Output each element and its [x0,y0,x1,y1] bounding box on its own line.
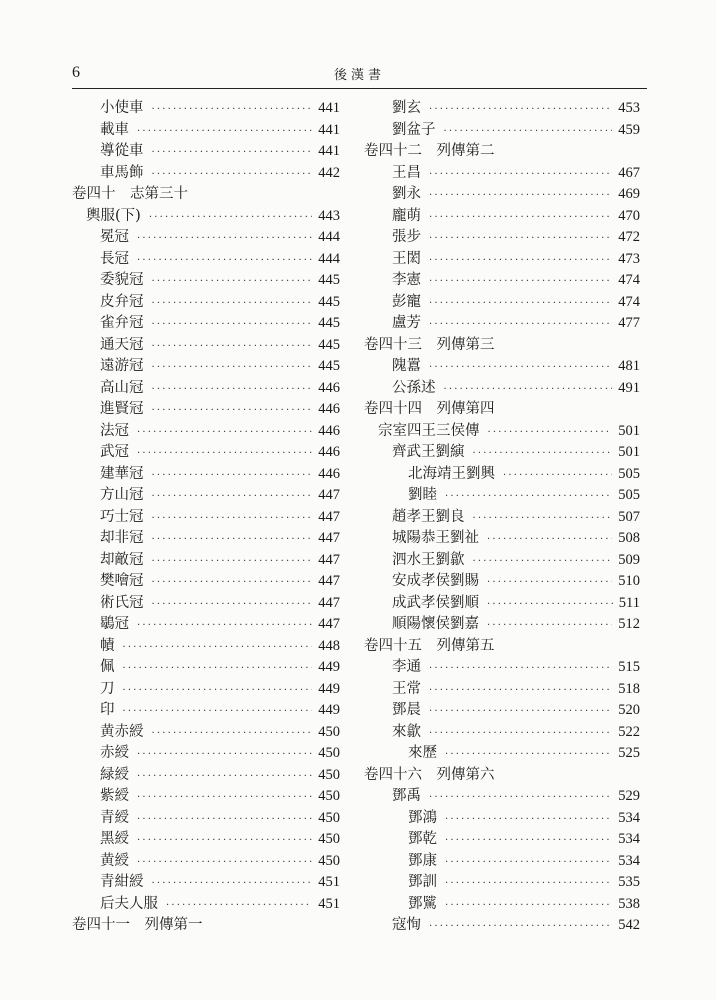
toc-entry-page: 450 [318,723,340,740]
toc-entry-page: 469 [618,186,640,202]
toc-entry-title: 宗室四王三侯傳 [378,422,480,439]
toc-entry-page: 447 [318,551,340,568]
toc-entry [72,464,340,486]
toc-entry-page: 447 [318,573,340,589]
dot-leader [137,121,312,143]
toc-entry [364,313,640,335]
dot-leader [429,680,612,702]
toc-entry-title: 后夫人服 [100,895,158,912]
dot-leader [429,228,612,250]
toc-entry [72,593,340,615]
dot-leader [487,615,612,637]
dot-leader [137,615,312,637]
toc-entry [72,679,340,701]
dot-leader [487,572,612,594]
toc-entry [364,206,640,228]
toc-entry-page: 446 [318,401,340,417]
toc-entry [364,184,640,206]
dot-leader [152,357,313,379]
toc-entry-page: 446 [318,422,340,439]
toc-entry-page: 445 [318,272,340,288]
toc-entry [364,571,640,593]
toc-entry-page: 477 [618,315,640,331]
page-header [72,64,647,86]
dot-leader [137,443,312,465]
toc-entry [72,120,340,142]
toc-entry-page: 472 [618,229,640,245]
toc-entry [72,528,340,550]
toc-entry [72,872,340,894]
toc-entry [364,270,640,292]
dot-leader [473,551,613,573]
toc-entry-page: 446 [318,379,340,396]
toc-entry-title: 建華冠 [100,465,144,482]
toc-section-heading: 卷四十一 列傳第一 [72,917,203,933]
toc-entry-page: 448 [318,637,340,654]
dot-leader [152,551,313,573]
toc-entry-title: 來歷 [408,745,437,761]
dot-leader [152,293,313,315]
toc-entry-page: 520 [618,702,640,718]
toc-entry-title: 進賢冠 [100,401,144,417]
toc-entry [364,743,640,765]
toc-entry-title: 張步 [392,229,421,245]
toc-entry-title: 高山冠 [100,379,144,396]
page-number: 6 [72,64,80,81]
toc-entry-page: 529 [618,788,640,804]
toc-entry-title: 鄧禹 [392,788,421,804]
toc-entry-title: 寇恂 [392,917,421,933]
toc-entry-page: 449 [318,659,340,675]
toc-entry-title: 城陽恭王劉祉 [392,530,479,546]
toc-entry-page: 538 [618,895,640,912]
toc-entry-page: 445 [318,336,340,353]
dot-leader [152,508,313,530]
toc-entry [72,657,340,679]
toc-entry-page: 535 [618,874,640,890]
dot-leader [429,250,612,272]
toc-entry-page: 447 [318,530,340,546]
toc-entry [364,163,640,185]
toc-entry-title: 彭寵 [392,293,421,310]
dot-leader [137,809,312,831]
dot-leader [137,744,312,766]
toc-entry-title: 盧芳 [392,315,421,331]
toc-entry-title: 巧士冠 [100,508,144,525]
toc-entry-page: 510 [618,573,640,589]
toc-entry [72,378,340,400]
dot-leader [473,443,613,465]
toc-entry-title: 鄧晨 [392,702,421,718]
dot-leader [152,594,313,616]
toc-entry-title: 劉盆子 [392,121,436,138]
toc-entry [364,249,640,271]
dot-leader [445,895,612,917]
toc-entry-title: 黄赤綬 [100,723,144,740]
toc-entry-title: 順陽懷侯劉嘉 [392,616,479,632]
toc-entry [72,765,340,787]
dot-leader [137,228,312,250]
toc-entry-title: 鶡冠 [100,616,129,632]
toc-entry-title: 北海靖王劉興 [408,465,495,482]
dot-leader [152,99,313,121]
toc-entry-page: 443 [318,207,340,224]
toc-entry-page: 470 [618,207,640,224]
toc-entry-title: 鄧訓 [408,874,437,890]
toc-entry-title: 王閎 [392,250,421,267]
toc-entry [364,421,640,443]
toc-section-heading: 卷四十三 列傳第三 [364,336,495,353]
toc-entry [364,593,640,615]
toc-entry-page: 511 [618,594,640,611]
toc-entry-page: 509 [618,551,640,568]
dot-leader [137,250,312,272]
toc-entry-title: 雀弁冠 [100,315,144,331]
dot-leader [152,336,313,358]
toc-entry [364,851,640,873]
toc-entry-page: 450 [318,766,340,783]
toc-entry [364,700,640,722]
toc-entry-page: 449 [318,702,340,718]
dot-leader [152,142,313,164]
toc-entry [72,614,340,636]
toc-entry-title: 幘 [100,637,115,654]
dot-leader [137,422,312,444]
toc-entry-title: 冕冠 [100,229,129,245]
toc-entry-title: 鄧乾 [408,831,437,847]
dot-leader [152,486,313,508]
toc-entry-page: 442 [318,164,340,181]
dot-leader [429,271,612,293]
toc-entry [364,657,640,679]
toc-right-column [364,98,640,937]
dot-leader [445,852,612,874]
toc-section-heading: 卷四十五 列傳第五 [364,637,495,654]
toc-entry [72,163,340,185]
toc-entry [364,786,640,808]
dot-leader [152,271,313,293]
toc-entry-page: 447 [318,487,340,503]
toc-section-heading: 卷四十 志第三十 [72,186,188,202]
toc-section-heading: 卷四十六 列傳第六 [364,766,495,783]
toc-entry [364,894,640,916]
toc-entry [72,722,340,744]
toc-entry [72,550,340,572]
toc-entry-page: 467 [618,164,640,181]
dot-leader [149,207,312,229]
toc-entry [364,120,640,142]
toc-section-heading: 卷四十四 列傳第四 [364,401,495,417]
toc-entry-title: 却敵冠 [100,551,144,568]
dot-leader [123,658,313,680]
dot-leader [445,873,612,895]
toc-entry-page: 508 [618,530,640,546]
toc-entry-title: 來歙 [392,723,421,740]
dot-leader [429,787,612,809]
toc-entry [72,636,340,658]
toc-entry-page: 441 [318,100,340,116]
toc-entry-title: 紫綬 [100,788,129,804]
dot-leader [137,787,312,809]
toc-entry [72,571,340,593]
toc-entry-title: 遠游冠 [100,358,144,374]
toc-entry-title: 成武孝侯劉順 [392,594,479,611]
toc-entry-page: 450 [318,809,340,826]
dot-leader [473,508,613,530]
toc-entry-page: 444 [318,229,340,245]
toc-entry-title: 隗囂 [392,358,421,374]
toc-entry [364,550,640,572]
toc-entry-page: 445 [318,293,340,310]
dot-leader [429,701,612,723]
toc-entry-title: 王昌 [392,164,421,181]
toc-entry-title: 鄧康 [408,852,437,869]
dot-leader [429,99,612,121]
toc-entry-page: 525 [618,745,640,761]
toc-entry-title: 李憲 [392,272,421,288]
toc-entry-title: 却非冠 [100,530,144,546]
toc-entry-page: 534 [618,831,640,847]
toc-entry-title: 李通 [392,659,421,675]
dot-leader [152,529,313,551]
dot-leader [429,916,612,938]
toc-entry-title: 緑綬 [100,766,129,783]
toc-entry-page: 453 [618,100,640,116]
toc-entry [72,249,340,271]
toc-entry-title: 導從車 [100,143,144,159]
toc-entry-page: 522 [618,723,640,740]
toc-entry [364,356,640,378]
dot-leader [152,572,313,594]
toc-entry-page: 542 [618,917,640,933]
toc-entry [72,786,340,808]
toc-entry-title: 青綬 [100,809,129,826]
toc-entry-title: 鄧鴻 [408,809,437,826]
toc-entry-page: 449 [318,680,340,697]
toc-entry [72,485,340,507]
dot-leader [445,830,612,852]
toc-section-heading: 卷四十二 列傳第二 [364,143,495,159]
toc-entry-page: 501 [618,444,640,460]
toc-entry-page: 441 [318,121,340,138]
toc-entry [72,141,340,163]
toc-entry-title: 劉玄 [392,100,421,116]
toc-entry-page: 459 [618,121,640,138]
toc-entry [72,743,340,765]
toc-entry [72,98,340,120]
toc-entry-title: 黄綬 [100,852,129,869]
toc-entry-title: 印 [100,702,115,718]
toc-entry-title: 齊武王劉縯 [392,444,465,460]
toc-entry-title: 皮弁冠 [100,293,144,310]
toc-entry [72,356,340,378]
toc-entry [72,808,340,830]
toc-entry-title: 樊噲冠 [100,573,144,589]
toc-entry [72,442,340,464]
toc-entry-title: 委貌冠 [100,272,144,288]
toc-entry [364,442,640,464]
dot-leader [152,379,313,401]
dot-leader [429,164,612,186]
toc-entry-page: 445 [318,315,340,331]
toc-entry-title: 赤綬 [100,745,129,761]
dot-leader [123,701,313,723]
dot-leader [429,314,612,336]
toc-entry [72,227,340,249]
dot-leader [123,680,313,702]
toc-entry [72,851,340,873]
toc-entry [72,313,340,335]
dot-leader [444,121,613,143]
toc-entry-page: 491 [618,379,640,396]
toc-entry-title: 載車 [100,121,129,138]
toc-entry [364,915,640,937]
toc-entry-title: 龐萌 [392,207,421,224]
toc-entry-page: 512 [618,616,640,632]
toc-entry [364,722,640,744]
toc-entry [364,614,640,636]
toc-entry-title: 武冠 [100,444,129,460]
toc-entry [72,700,340,722]
toc-entry [364,464,640,486]
toc-entry-title: 公孫述 [392,379,436,396]
toc-entry-page: 441 [318,143,340,159]
toc-entry-page: 534 [618,809,640,826]
toc-entry-page: 451 [318,895,340,912]
toc-entry [364,378,640,400]
toc-entry-page: 446 [318,444,340,460]
toc-entry [364,292,640,314]
toc-entry-title: 佩 [100,659,115,675]
dot-leader [445,809,612,831]
toc-entry-title: 劉永 [392,186,421,202]
dot-leader [429,185,612,207]
toc-entry-title: 方山冠 [100,487,144,503]
dot-leader [152,465,313,487]
toc-entry-page: 473 [618,250,640,267]
toc-entry-title: 小使車 [100,100,144,116]
toc-entry-title: 刀 [100,680,115,697]
toc-entry [364,679,640,701]
toc-entry-title: 劉睦 [408,487,437,503]
toc-entry-title: 黑綬 [100,831,129,847]
toc-entry-page: 505 [618,465,640,482]
toc-entry-title: 安成孝侯劉賜 [392,573,479,589]
dot-leader [137,830,312,852]
toc-entry [364,528,640,550]
toc-entry-title: 術氏冠 [100,594,144,611]
toc-entry-page: 518 [618,680,640,697]
toc-entry [364,485,640,507]
toc-entry [364,507,640,529]
toc-entry-page: 450 [318,852,340,869]
toc-entry [72,421,340,443]
toc-entry [364,872,640,894]
toc-entry-page: 474 [618,272,640,288]
toc-entry [72,894,340,916]
toc-entry-page: 446 [318,465,340,482]
dot-leader [137,766,312,788]
toc-entry-page: 444 [318,250,340,267]
dot-leader [152,723,313,745]
running-title: 後漢書 [333,68,385,83]
toc-entry [72,335,340,357]
toc-entry-page: 450 [318,831,340,847]
toc-entry-title: 青紺綬 [100,874,144,890]
dot-leader [152,400,313,422]
dot-leader [429,658,612,680]
toc-entry-page: 505 [618,487,640,503]
toc-entry-page: 450 [318,745,340,761]
dot-leader [487,529,612,551]
toc-entry [72,206,340,228]
dot-leader [429,207,612,229]
toc-entry-page: 481 [618,358,640,374]
toc-entry-page: 447 [318,594,340,611]
toc-entry-title: 泗水王劉歙 [392,551,465,568]
dot-leader [137,852,312,874]
toc-entry-page: 534 [618,852,640,869]
dot-leader [445,744,612,766]
toc-entry [364,227,640,249]
toc-entry-page: 451 [318,874,340,890]
dot-leader [445,486,612,508]
toc-entry [72,507,340,529]
toc-entry [72,270,340,292]
toc-entry-page: 507 [618,508,640,525]
dot-leader [123,637,313,659]
dot-leader [152,314,313,336]
toc-entry-page: 447 [318,508,340,525]
toc-entry-title: 法冠 [100,422,129,439]
dot-leader [487,594,613,616]
toc-entry [72,399,340,421]
toc-entry-page: 501 [618,422,640,439]
toc-entry-title: 車馬飾 [100,164,144,181]
toc-entry-title: 輿服(下) [86,207,141,224]
dot-leader [152,873,313,895]
dot-leader [444,379,613,401]
toc-entry-title: 長冠 [100,250,129,267]
dot-leader [429,723,612,745]
toc-entry-page: 450 [318,788,340,804]
toc-entry-title: 王常 [392,680,421,697]
dot-leader [166,895,312,917]
dot-leader [152,164,313,186]
toc-entry [364,829,640,851]
header-rule [72,88,647,89]
toc-entry-page: 447 [318,616,340,632]
toc-entry [72,829,340,851]
toc-entry-title: 鄧騭 [408,895,437,912]
toc-entry [72,292,340,314]
toc-entry-page: 474 [618,293,640,310]
dot-leader [429,293,612,315]
toc-entry-title: 通天冠 [100,336,144,353]
dot-leader [429,357,612,379]
toc-entry-title: 趙孝王劉良 [392,508,465,525]
toc-entry [364,98,640,120]
toc-entry-page: 515 [618,659,640,675]
toc-entry-page: 445 [318,358,340,374]
toc-entry [364,808,640,830]
toc-left-column [72,98,340,937]
dot-leader [503,465,612,487]
dot-leader [488,422,613,444]
